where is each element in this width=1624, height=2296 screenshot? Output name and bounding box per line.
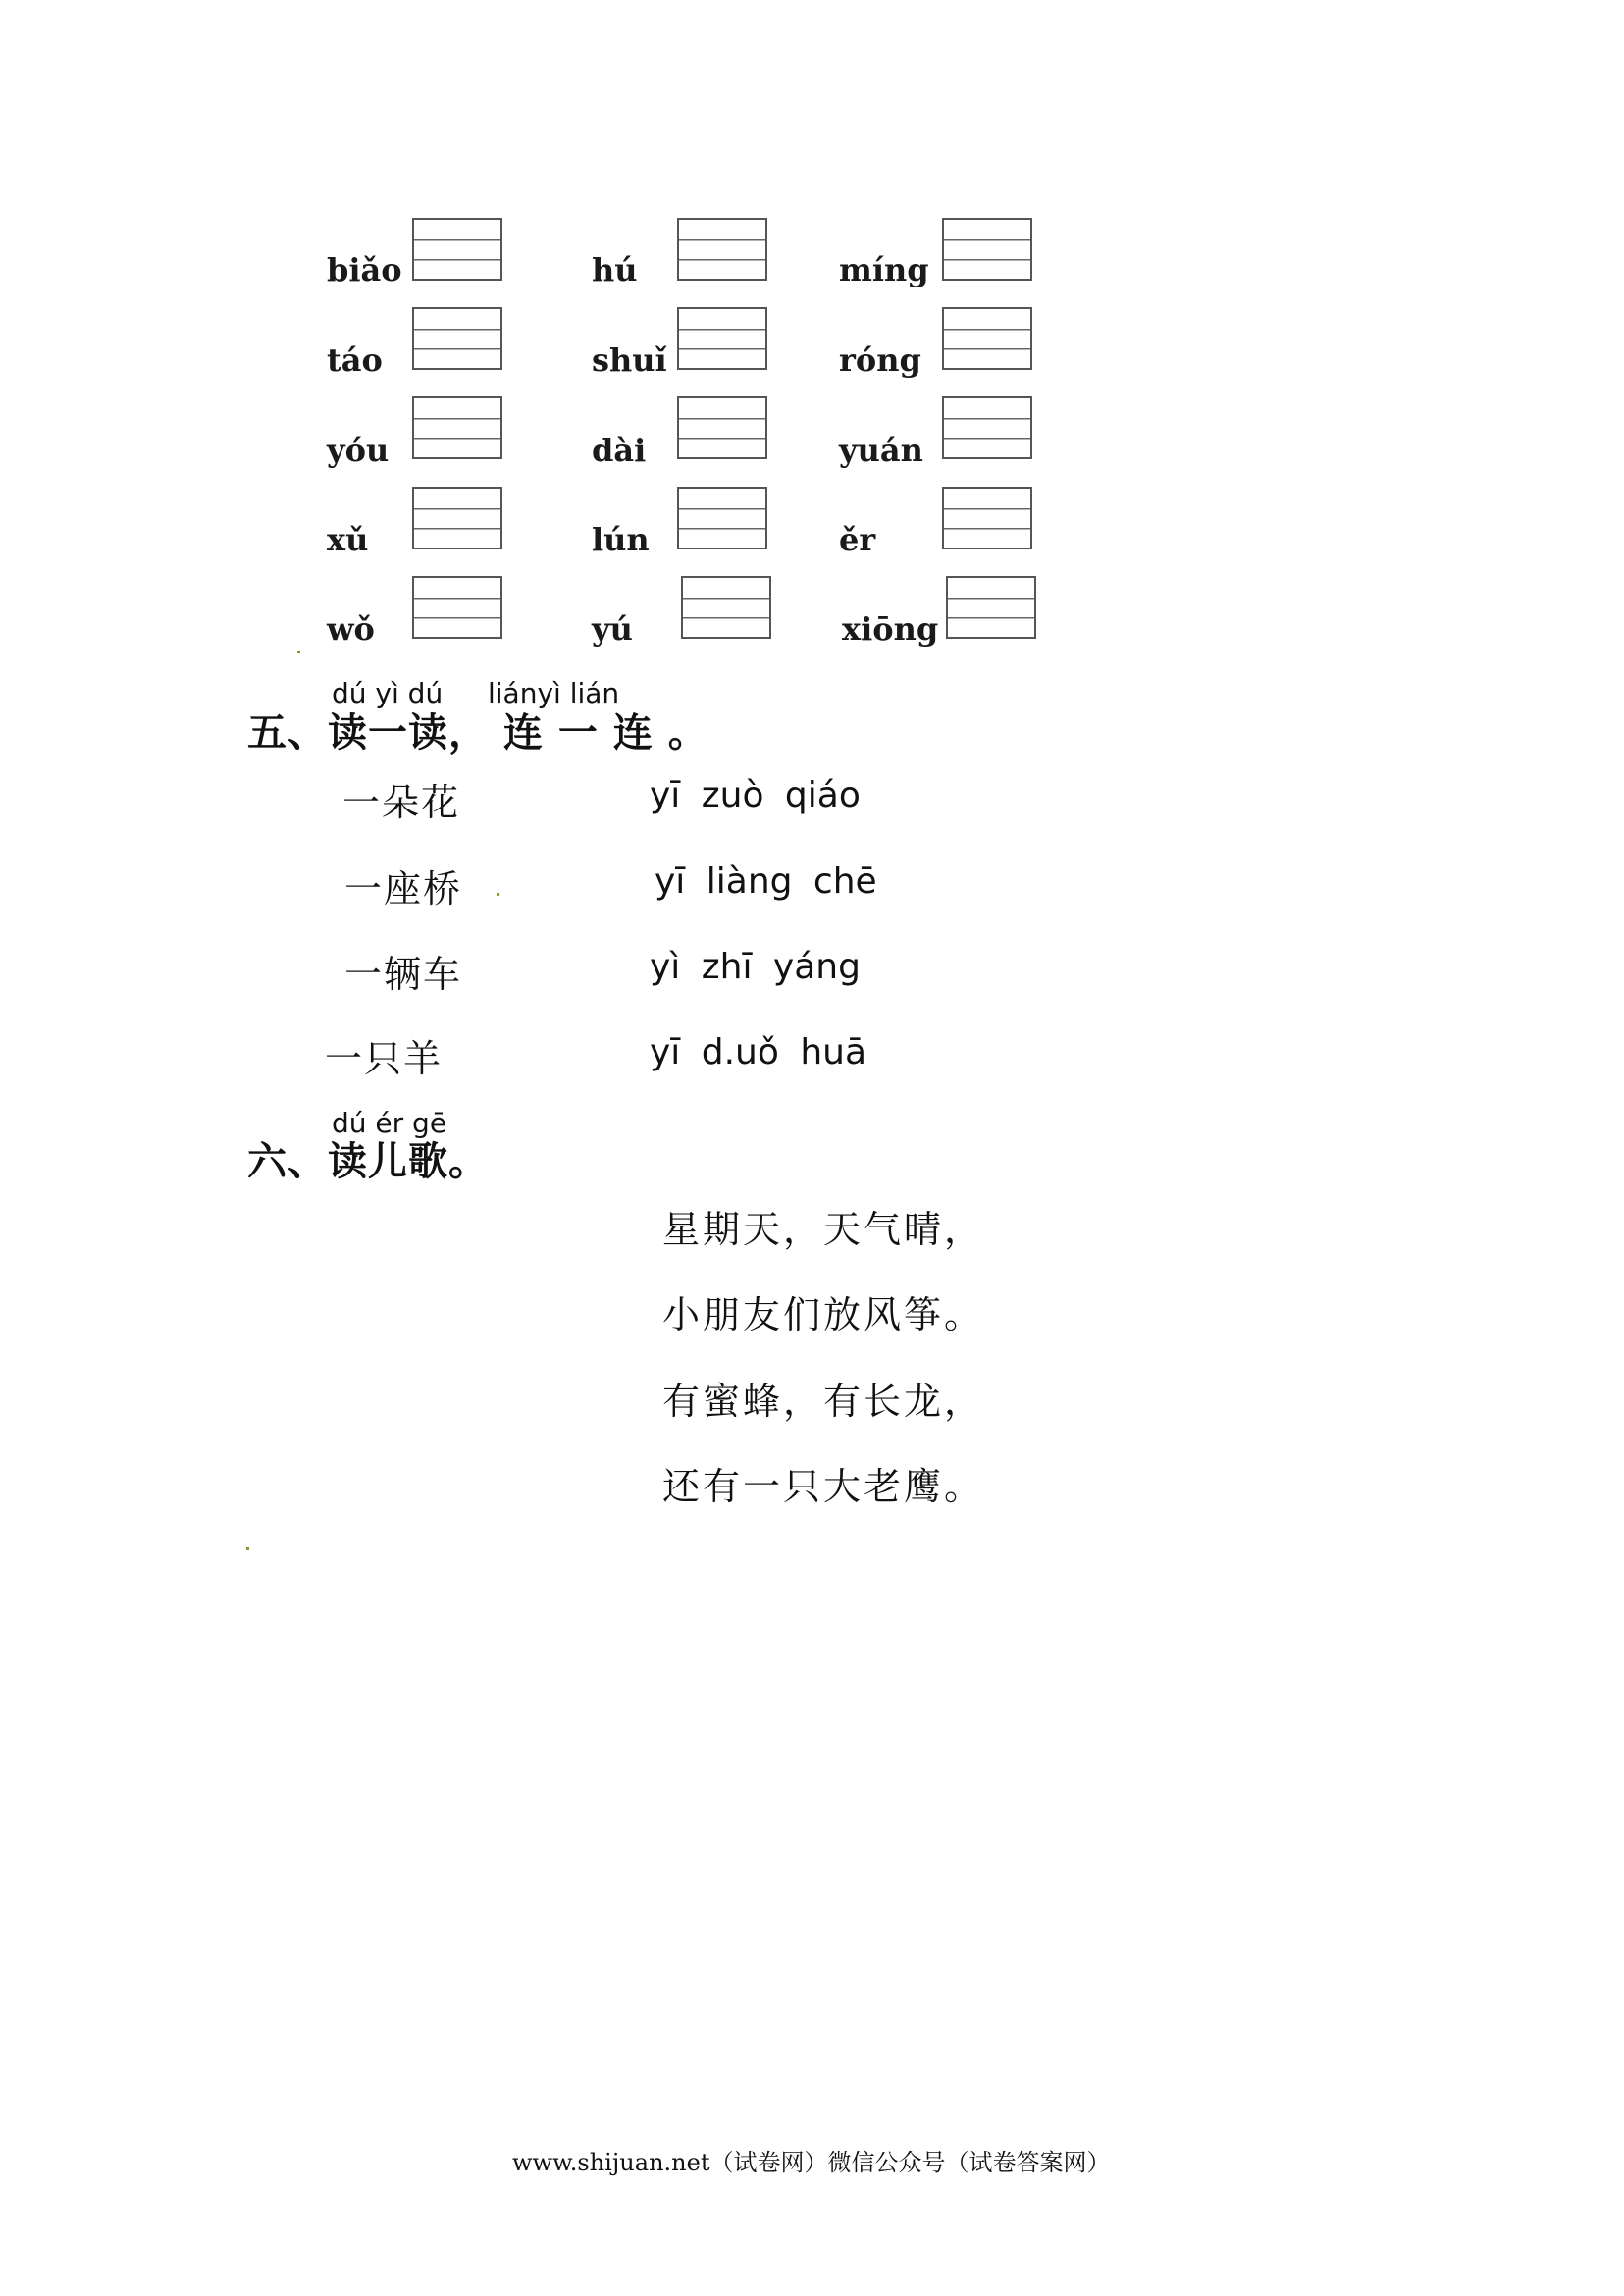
writing-box[interactable] [677,307,767,370]
writing-box[interactable] [677,487,767,549]
phrase-item[interactable]: 一朵花 [342,781,461,824]
writing-box[interactable] [412,218,502,281]
writing-box[interactable] [412,307,502,370]
pinyin-item[interactable]: yī liàng chē [655,861,877,902]
pinyin-label: hú [592,251,638,288]
pinyin-ruby: dú yì dú [332,677,444,709]
writing-box[interactable] [942,218,1032,281]
pinyin-label: yuán [839,432,923,469]
scan-speck [246,1547,249,1550]
poem-line: 还有一只大老鹰。 [662,1465,985,1508]
section-title: 六、读儿歌。 [247,1139,489,1184]
pinyin-label: xǔ [327,521,369,558]
writing-box[interactable] [681,576,771,639]
phrase-item[interactable]: 一只羊 [325,1037,444,1080]
pinyin-label: yóu [327,432,390,469]
pinyin-ruby: dú ér gē [332,1107,447,1139]
scan-speck [297,651,300,653]
pinyin-label: táo [327,341,383,379]
poem-line: 小朋友们放风筝。 [662,1293,985,1336]
pinyin-item[interactable]: yì zhī yáng [650,947,861,987]
pinyin-label: míng [839,251,929,288]
writing-box[interactable] [942,307,1032,370]
page-footer: www.shijuan.net（试卷网）微信公众号（试卷答案网） [512,2149,1111,2176]
pinyin-label: lún [592,521,650,558]
pinyin-ruby: liányì lián [488,677,620,709]
writing-box[interactable] [412,396,502,459]
writing-box[interactable] [942,487,1032,549]
pinyin-label: ěr [839,521,876,558]
pinyin-label: biǎo [327,251,402,288]
poem-line: 星期天，天气晴， [662,1208,985,1251]
pinyin-label: dài [592,432,647,469]
writing-box[interactable] [677,218,767,281]
writing-box[interactable] [677,396,767,459]
phrase-item[interactable]: 一辆车 [344,953,463,996]
pinyin-label: xiōng [842,610,939,648]
writing-box[interactable] [942,396,1032,459]
writing-box[interactable] [412,576,502,639]
pinyin-item[interactable]: yī zuò qiáo [650,775,861,815]
writing-box[interactable] [412,487,502,549]
pinyin-item[interactable]: yī d.uǒ huā [650,1032,867,1072]
section-title: 五、读一读， 连 一 连 。 [247,710,708,756]
pinyin-label: róng [839,341,921,379]
pinyin-label: yú [592,610,633,648]
poem-line: 有蜜蜂，有长龙， [662,1380,985,1423]
phrase-item[interactable]: 一座桥 [344,867,463,911]
scan-speck [497,893,499,896]
pinyin-label: wǒ [327,610,375,648]
writing-box[interactable] [946,576,1036,639]
pinyin-label: shuǐ [592,341,667,379]
